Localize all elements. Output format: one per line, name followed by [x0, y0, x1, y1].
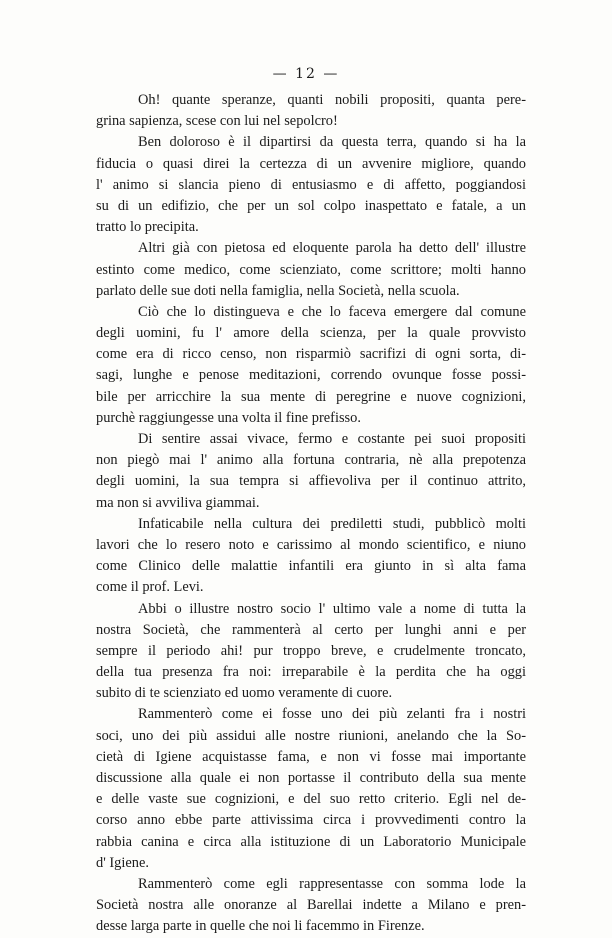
text-line: soci, uno dei più assidui alle nostre riunioni, anelando che la So-: [96, 727, 526, 744]
text-line: sempre il periodo ahi! pur troppo breve, e crudelmente troncato,: [96, 642, 526, 659]
text-line: estinto come medico, come scienziato, come scrittore; molti hanno: [96, 261, 526, 278]
paragraph: [96, 429, 526, 514]
text-line: purchè raggiungesse una volta il fine prefisso.: [96, 409, 361, 426]
text-line: degli uomini, la sua tempra si affievoliva per il continuo attrito,: [96, 473, 526, 490]
text-line: Società nostra alle onoranze al Barellai indette a Milano e pren-: [96, 897, 526, 914]
text-line: corso anno ebbe parte attivissima circa i provvedimenti contro la: [96, 812, 526, 829]
paragraph: [96, 238, 526, 302]
text-line: l' animo si slancia pieno di entusiasmo e di affetto, poggiandosi: [96, 176, 526, 193]
text-line: come Clinico delle malattie infantili era giunto in sì alta fama: [96, 558, 526, 575]
paragraph: [96, 599, 526, 705]
text-line: discussione alla quale ei non portasse il contributo della sua mente: [96, 770, 526, 786]
text-line: lavori che lo resero noto e carissimo al mondo scientifico, e niuno: [96, 536, 526, 553]
text-line: Rammenterò come egli rappresentasse con somma lode la: [138, 875, 526, 892]
text-line: come era di ricco censo, non risparmiò sacrifizi di ogni sorta, di-: [96, 346, 526, 363]
text-line: Ben doloroso è il dipartirsi da questa terra, quando si ha la: [138, 134, 526, 151]
text-line: Oh! quante speranze, quanti nobili propositi, quanta pere-: [138, 92, 526, 108]
text-line: Abbi o illustre nostro socio l' ultimo vale a nome di tutta la: [138, 600, 526, 617]
page-number: — 12 —: [272, 66, 340, 82]
text-line: bile per arricchire la sua mente di peregrine e nuove cognizioni,: [96, 388, 526, 405]
text-line: Infaticabile nella cultura dei prediletti studi, pubblicò molti: [138, 515, 526, 532]
text-line: cietà di Igiene acquistasse fama, e non vi fosse mai importante: [96, 748, 526, 765]
text-line: come il prof. Levi.: [96, 579, 204, 596]
text-line: non piegò mai l' animo alla fortuna contraria, nè alla prepotenza: [96, 452, 526, 469]
paragraph: [96, 704, 526, 874]
text-line: fiducia o quasi direi la certezza di un avvenire migliore, quando: [96, 155, 526, 172]
text-line: Ciò che lo distingueva e che lo faceva emergere dal comune: [138, 303, 526, 320]
text-line: tratto lo precipita.: [96, 219, 199, 236]
text-line: ma non si avviliva giammai.: [96, 494, 260, 511]
text-line: Altri già con pietosa ed eloquente parola ha detto dell' illustre: [138, 240, 526, 257]
text-line: desse larga parte in quelle che noi li facemmo in Firenze.: [96, 918, 425, 935]
text-line: grina sapienza, scese con lui nel sepolcro!: [96, 113, 338, 130]
text-line: rabbia canina e circa alla istituzione di un Laboratorio Municipale: [96, 833, 526, 850]
text-line: d' Igiene.: [96, 854, 149, 871]
text-line: sagi, lunghe e penose meditazioni, correndo ovunque fosse possi-: [96, 367, 526, 384]
paragraph: [96, 302, 526, 429]
text-line: su di un edifizio, che per un sol colpo inaspettato e fatale, a un: [96, 197, 526, 214]
paragraph: [96, 514, 526, 599]
paragraph: [96, 90, 526, 132]
text-line: Rammenterò come ei fosse uno dei più zelanti fra i nostri: [138, 706, 526, 723]
text-line: degli uomini, fu l' amore della scienza, per la quale provvisto: [96, 325, 526, 342]
text-line: subito di te scienziato ed uomo veramente di cuore.: [96, 685, 393, 702]
body-text: [96, 90, 526, 938]
paragraph: [96, 874, 526, 938]
text-line: e delle vaste sue cognizioni, e del suo retto criterio. Egli nel de-: [96, 791, 526, 808]
text-line: nostra Società, che rammenterà al certo per lunghi anni e per: [96, 621, 526, 638]
text-line: Di sentire assai vivace, fermo e costante pei suoi propositi: [138, 431, 526, 447]
text-line: della tua presenza fra noi: irreparabile è la perdita che ha oggi: [96, 664, 526, 681]
text-line: parlato delle sue doti nella famiglia, nella Società, nella scuola.: [96, 282, 460, 299]
paragraph: [96, 132, 526, 238]
